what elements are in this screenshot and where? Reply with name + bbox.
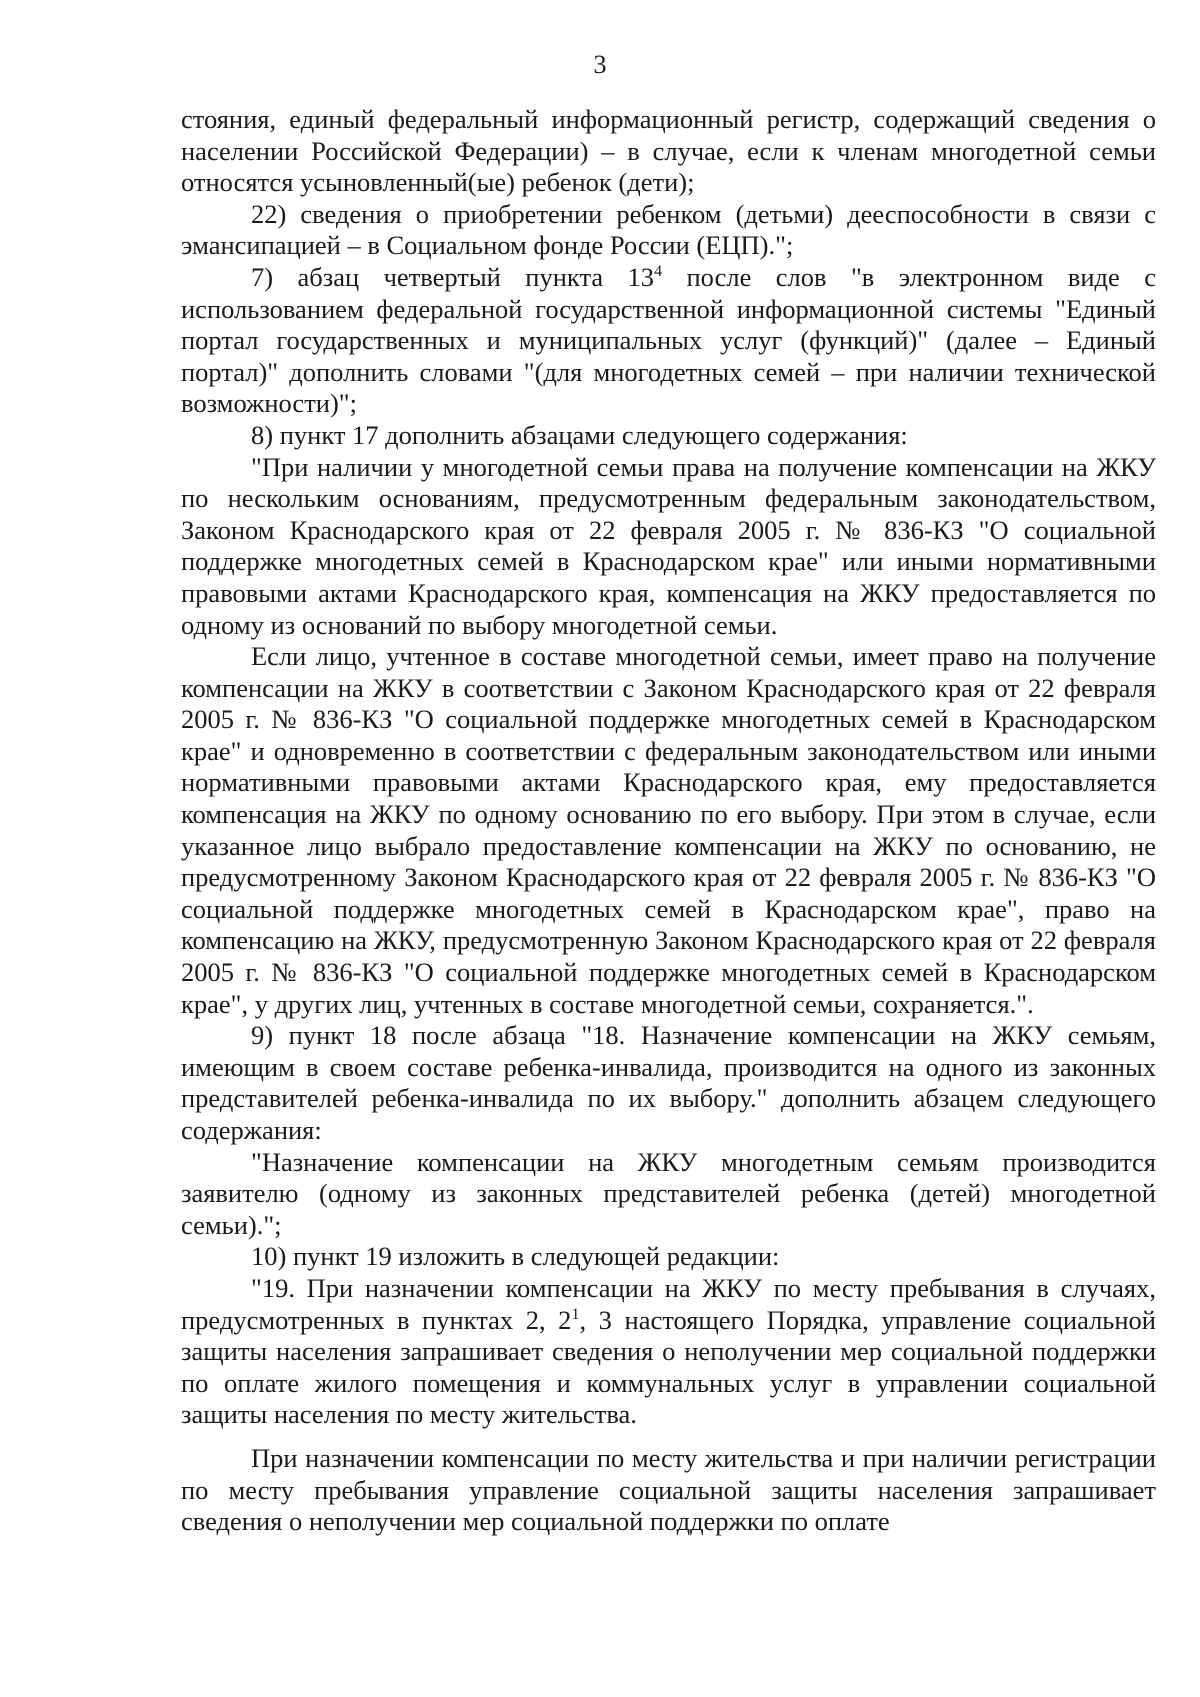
paragraph-3-part-1: 7) абзац четвертый пункта 13 [251, 261, 655, 292]
paragraph-2: 22) сведения о приобретении ребенком (детьми) дееспособности в связи с эмансипацией – в Социальном фонде России (ЕЦП)."; [181, 198, 1156, 261]
paragraph-3 [181, 262, 1156, 420]
paragraph-10-part-1: "19. При назначении компенсации на ЖКУ по месту пребывания в случаях, предусмотренных в пунктах 2, 2 [181, 1272, 1156, 1335]
paragraph-4: 8) пункт 17 дополнить абзацами следующего содержания: [251, 419, 908, 450]
paragraph-6: Если лицо, учтенное в составе многодетной семьи, имеет право на получение компенсации на ЖКУ в соответствии с Законом Краснодарского края от 22 февраля 2005 г. № 836-КЗ "О социальной поддержке многодетных семей в Краснодарском крае" и одновременно в соответствии с федеральным законодательством или иными нормативными правовыми актами Краснодарского края, ему предоставляется компенсация на ЖКУ по одному основанию по его выбору. При этом в случае, если указанное лицо выбрало предоставление компенсации на ЖКУ по основанию, не предусмотренному Законом Краснодарского края от 22 февраля 2005 г. № 836-КЗ "О социальной поддержке многодетных семей в Краснодарском крае", право на компенсацию на ЖКУ, предусмотренную Законом Краснодарского края от 22 февраля 2005 г. № 836-КЗ "О социальной поддержке многодетных семей в Краснодарском крае", у других лиц, учтенных в составе многодетной семьи, сохраняется.". [181, 641, 1156, 1019]
paragraph-1: стояния, единый федеральный информационный регистр, содержащий сведения о населении Российской Федерации) – в случае, если к членам многодетной семьи относятся усыновленный(ые) ребенок (дети); [181, 104, 1156, 198]
paragraph-10-part-2: , 3 настоящего Порядка, управление социальной защиты населения запрашивает сведения о неполучении мер социальной поддержки по оплате жилого помещения и коммунальных услуг в управлении социальной защиты населения по месту жительства. [181, 1304, 1156, 1430]
paragraph-5: "При наличии у многодетной семьи права на получение компенсации на ЖКУ по нескольким основаниям, предусмотренным федеральным законодательством, Законом Краснодарского края от 22 февраля 2005 г. № 836-КЗ "О социальной поддержке многодетных семей в Краснодарском крае" или иными нормативными правовыми актами Краснодарского края, компенсация на ЖКУ предоставляется по одному из оснований по выбору многодетной семьи. [181, 451, 1156, 640]
paragraph-9: 10) пункт 19 изложить в следующей редакции: [251, 1241, 780, 1272]
superscript-4: 4 [654, 263, 663, 281]
paragraph-11: При назначении компенсации по месту жительства и при наличии регистрации по месту пребывания управление социальной защиты населения запрашивает сведения о неполучении мер социальной поддержки по оплате [181, 1442, 1156, 1537]
paragraph-10 [181, 1273, 1156, 1431]
paragraph-8: "Назначение компенсации на ЖКУ многодетным семьям производится заявителю (одному из законных представителей ребенка (детей) многодетной семьи)."; [181, 1146, 1156, 1240]
document-body [181, 104, 1156, 1538]
paragraph-7: 9) пункт 18 после абзаца "18. Назначение компенсации на ЖКУ семьям, имеющим в своем составе ребенка-инвалида, производится на одного из законных представителей ребенка-инвалида по их выбору." дополнить абзацем следующего содержания: [181, 1020, 1156, 1145]
page-number: 3 [593, 50, 607, 79]
paragraph-3-part-2: после слов "в электронном виде с использованием федеральной государственной информационной системы "Единый портал государственных и муниципальных услуг (функций)" (далее – Единый портал)" дополнить словами "(для многодетных семей – при наличии технической возможности)"; [181, 261, 1157, 419]
superscript-1: 1 [571, 1305, 580, 1323]
